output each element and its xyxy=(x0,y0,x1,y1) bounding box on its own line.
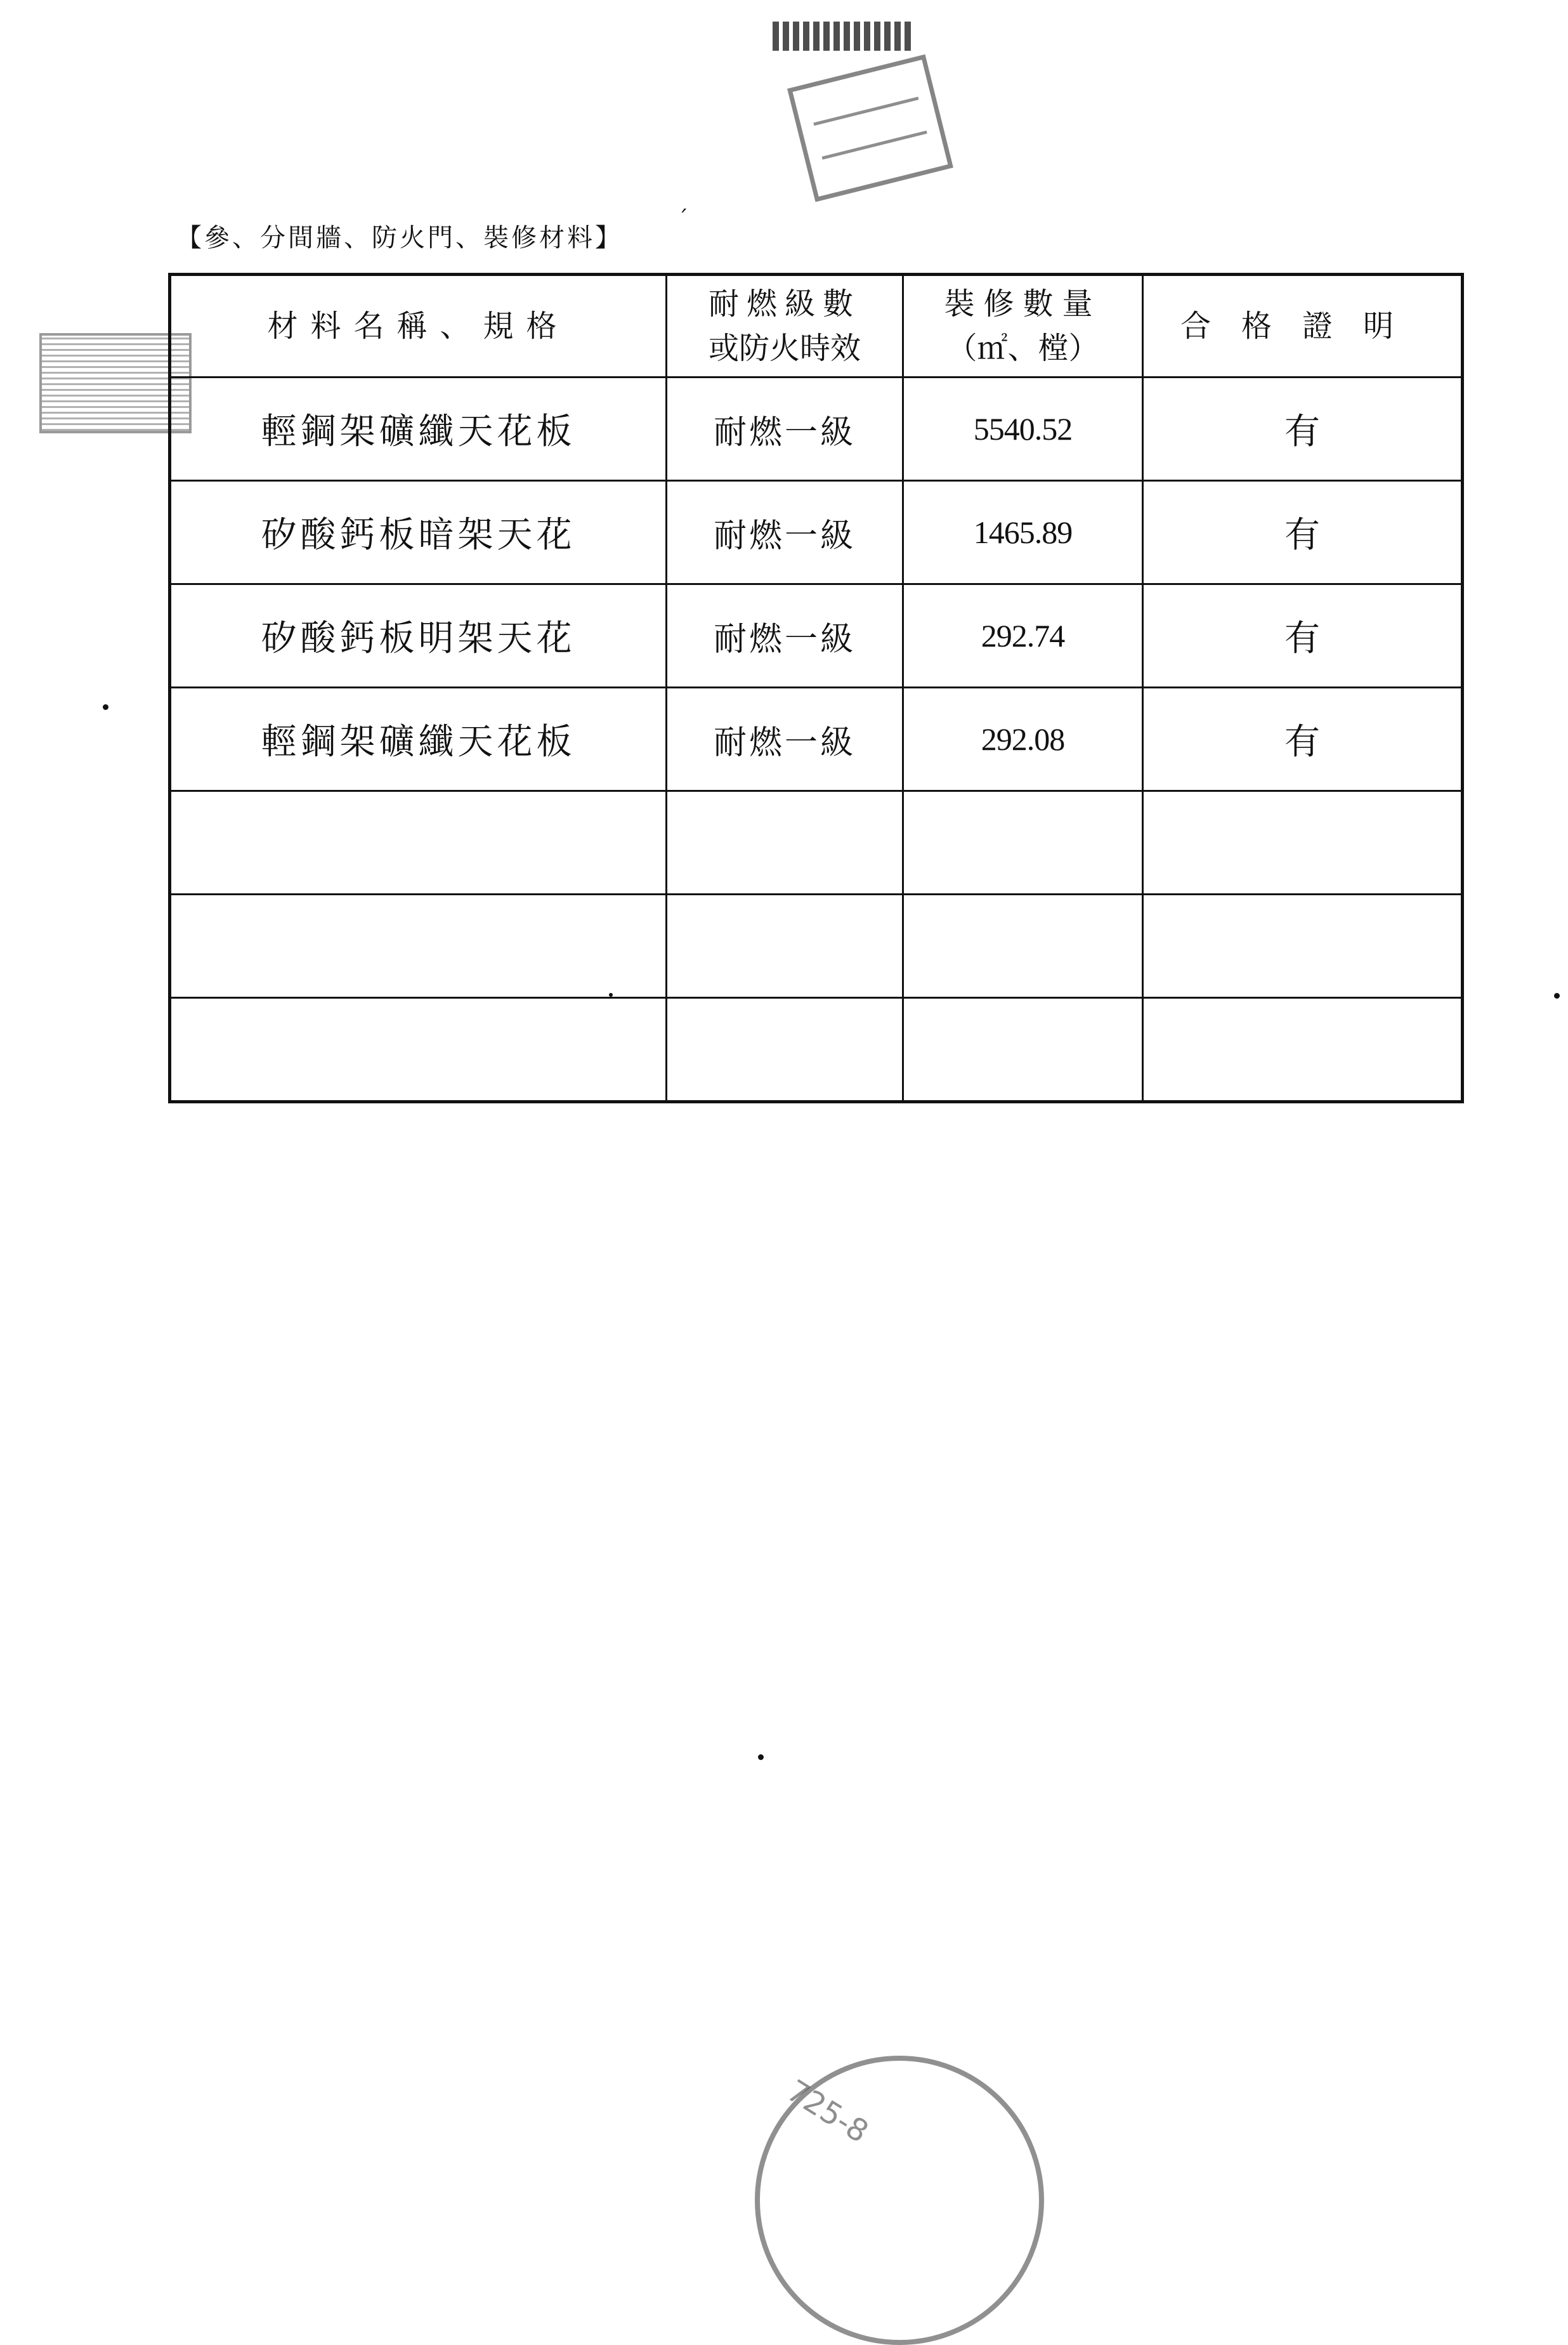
cell-certificate: 有 xyxy=(1143,688,1463,791)
cell-quantity: 5540.52 xyxy=(903,378,1143,481)
table-row xyxy=(170,378,1463,481)
cell-fire-grade xyxy=(667,791,903,895)
cell-quantity xyxy=(903,791,1143,895)
cell-fire-grade: 耐燃一級 xyxy=(667,481,903,584)
header-fire-grade-line1: 耐燃級數 xyxy=(708,286,861,322)
header-certificate-text: 合格證明 xyxy=(1180,308,1424,344)
table-row xyxy=(170,688,1463,791)
header-fire-grade-line2: 或防火時效 xyxy=(708,331,861,366)
header-fire-grade xyxy=(667,275,903,378)
cell-certificate xyxy=(1143,895,1463,998)
bottom-seal-number: 725-8 xyxy=(780,2073,875,2150)
top-seal-stamp xyxy=(787,55,953,202)
cell-fire-grade xyxy=(667,895,903,998)
section-title-mark: ´ xyxy=(677,206,691,232)
cell-material-name xyxy=(170,791,667,895)
cell-quantity: 1465.89 xyxy=(903,481,1143,584)
cell-quantity xyxy=(903,895,1143,998)
scan-speck xyxy=(758,1754,764,1760)
header-material-name xyxy=(170,275,667,378)
cell-material-name: 矽酸鈣板暗架天花 xyxy=(170,481,667,584)
cell-certificate xyxy=(1143,998,1463,1102)
cell-certificate: 有 xyxy=(1143,378,1463,481)
cell-certificate: 有 xyxy=(1143,481,1463,584)
header-quantity xyxy=(903,275,1143,378)
header-quantity-line1: 裝修數量 xyxy=(944,286,1102,322)
cell-quantity: 292.74 xyxy=(903,584,1143,688)
section-title-text: 【參、分間牆、防火門、裝修材料】 xyxy=(176,223,623,253)
cell-certificate: 有 xyxy=(1143,584,1463,688)
cell-certificate xyxy=(1143,791,1463,895)
table-row xyxy=(170,481,1463,584)
table-row-empty xyxy=(170,895,1463,998)
header-material-name-text: 材料名稱、規格 xyxy=(267,308,570,344)
scan-speck xyxy=(103,704,108,710)
header-quantity-line2: （㎡、樘） xyxy=(946,331,1099,366)
table-header-row xyxy=(170,275,1463,378)
table-row-empty xyxy=(170,791,1463,895)
cell-material-name: 輕鋼架礦纖天花板 xyxy=(170,688,667,791)
section-title xyxy=(176,206,691,254)
top-stamp-bar xyxy=(773,22,912,51)
table-row-empty xyxy=(170,998,1463,1102)
cell-fire-grade: 耐燃一級 xyxy=(667,378,903,481)
scan-speck xyxy=(609,993,613,997)
cell-quantity xyxy=(903,998,1143,1102)
cell-material-name xyxy=(170,998,667,1102)
materials-table xyxy=(168,273,1464,1103)
scan-speck xyxy=(1554,993,1560,999)
cell-quantity: 292.08 xyxy=(903,688,1143,791)
header-certificate xyxy=(1143,275,1463,378)
cell-fire-grade xyxy=(667,998,903,1102)
cell-material-name: 矽酸鈣板明架天花 xyxy=(170,584,667,688)
cell-fire-grade: 耐燃一級 xyxy=(667,688,903,791)
cell-material-name xyxy=(170,895,667,998)
cell-fire-grade: 耐燃一級 xyxy=(667,584,903,688)
table-row xyxy=(170,584,1463,688)
cell-material-name: 輕鋼架礦纖天花板 xyxy=(170,378,667,481)
